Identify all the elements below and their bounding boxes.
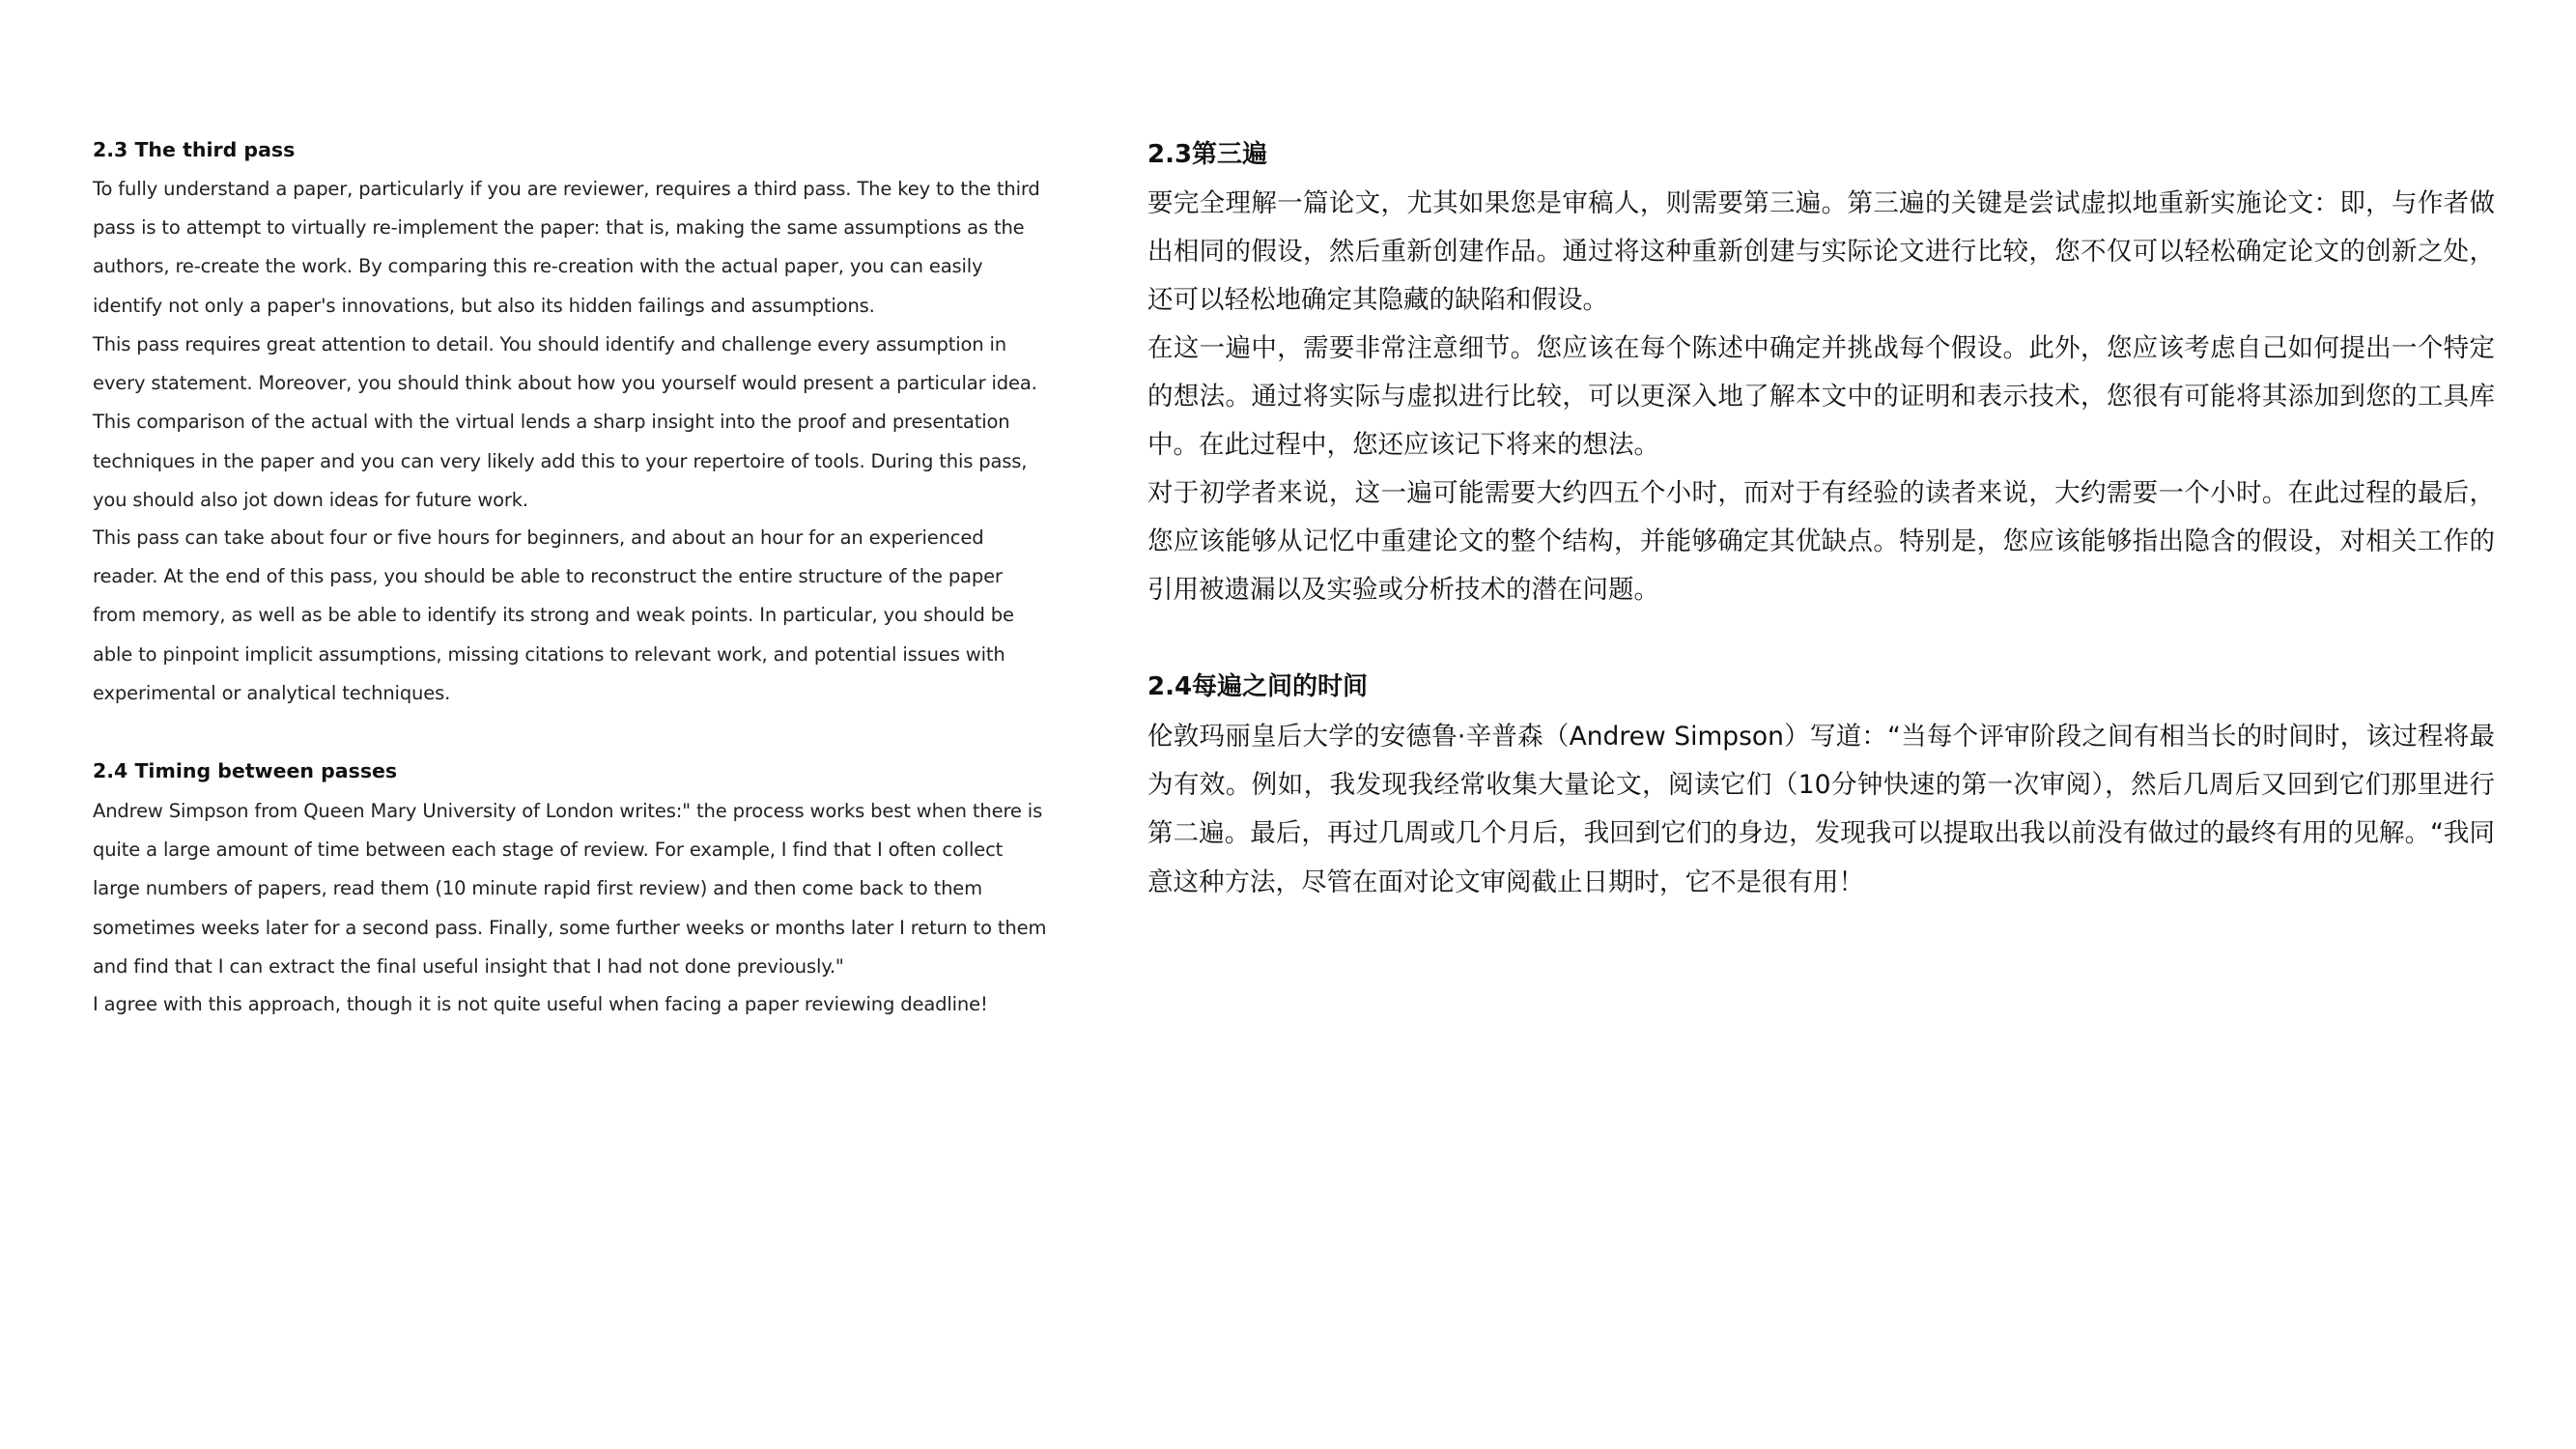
paragraph-timing-1-zh: 伦敦玛丽皇后大学的安德鲁·辛普森（Andrew Simpson）写道：“当每个评审阶段之间有相当长的时间时，该过程将最为有效。例如，我发现我经常收集大量论文，阅读它们（10分钟快速的第一次审阅），然后几周后又回到它们那里进行第二遍。最后，再过几周或几个月后，我回到它们的身边，发现我可以提取出我以前没有做过的最终有用的见解。“我同意这种方法，尽管在面对论文审阅截止日期时，它不是很有用！ bbox=[1147, 722, 2495, 897]
paragraph-timing-2-en: I agree with this approach, though it is not quite useful when facing a paper reviewing deadline! bbox=[93, 993, 988, 1015]
paragraph-third-pass-2-zh: 在这一遍中，需要非常注意细节。您应该在每个陈述中确定并挑战每个假设。此外，您应该考虑自己如何提出一个特定的想法。通过将实际与虚拟进行比较，可以更深入地了解本文中的证明和表示技术，您很有可能将其添加到您的工具库中。在此过程中，您还应该记下将来的想法。 bbox=[1147, 333, 2495, 461]
paragraph-third-pass-2-en: This pass requires great attention to detail. You should identify and challenge every assumption in every statement. Moreover, you should think about how you yourself would present a particular idea. This comparison of the actual with the virtual lends a sharp insight into the proof and presentation techniques in the paper and you can very likely add this to your repertoire of tools. During this pass, you should also jot down ideas for future work. bbox=[93, 333, 1037, 511]
paragraph-third-pass-3-en: This pass can take about four or five hours for beginners, and about an hour for an experienced reader. At the end of this pass, you should be able to reconstruct the entire structure of the paper from memory, as well as be able to identify its strong and weak points. In particular, you should be able to pinpoint implicit assumptions, missing citations to relevant work, and potential issues with experimental or analytical techniques. bbox=[93, 526, 1014, 704]
section-heading-third-pass-en: 2.3 The third pass bbox=[93, 138, 296, 161]
paragraph-third-pass-3-zh: 对于初学者来说，这一遍可能需要大约四五个小时，而对于有经验的读者来说，大约需要一个小时。在此过程的最后，您应该能够从记忆中重建论文的整个结构，并能够确定其优缺点。特别是，您应该能够指出隐含的假设，对相关工作的引用被遗漏以及实验或分析技术的潜在问题。 bbox=[1147, 478, 2495, 606]
paragraph-third-pass-1-en: To fully understand a paper, particularly if you are reviewer, requires a third pass. The key to the third pass is to attempt to virtually re-implement the paper: that is, making the same assumptions as the authors, re-create the work. By comparing this re-creation with the actual paper, you can easily identify not only a paper's innovations, but also its hidden failings and assumptions. bbox=[93, 178, 1040, 317]
section-heading-third-pass-zh: 2.3第三遍 bbox=[1147, 140, 1268, 169]
section-heading-timing-en: 2.4 Timing between passes bbox=[93, 759, 398, 782]
section-heading-timing-zh: 2.4每遍之间的时间 bbox=[1147, 672, 1369, 701]
paragraph-timing-1-en: Andrew Simpson from Queen Mary University of London writes:" the process works best when there is quite a large amount of time between each stage of review. For example, I find that I often collect large numbers of papers, read them (10 minute rapid first review) and then come back to them sometimes weeks later for a second pass. Finally, some further weeks or months later I return to them and find that I can extract the final useful insight that I had not done previously." bbox=[93, 800, 1047, 978]
paragraph-third-pass-1-zh: 要完全理解一篇论文，尤其如果您是审稿人，则需要第三遍。第三遍的关键是尝试虚拟地重新实施论文：即，与作者做出相同的假设，然后重新创建作品。通过将这种重新创建与实际论文进行比较，您不仅可以轻松确定论文的创新之处，还可以轻松地确定其隐藏的缺陷和假设。 bbox=[1147, 188, 2495, 316]
